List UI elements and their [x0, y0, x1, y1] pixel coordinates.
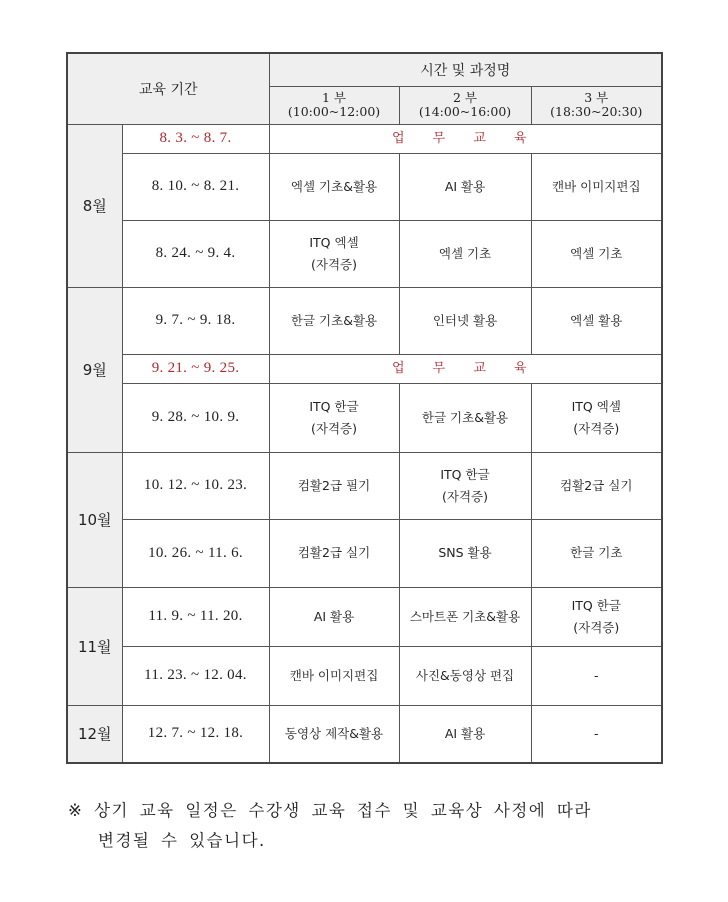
session-name: 1 부 [322, 90, 347, 105]
course-cell: ITQ 한글 (자격증) [531, 587, 662, 646]
period-cell: 11. 9. ~ 11. 20. [122, 587, 269, 646]
course-cell: 한글 기초&활용 [269, 287, 399, 354]
table-row [67, 587, 662, 646]
course-cell: SNS 활용 [399, 519, 531, 587]
period-cell: 9. 21. ~ 9. 25. [122, 354, 269, 383]
month-cell-oct: 10월 [67, 452, 122, 587]
course-cell: 엑셀 기초&활용 [269, 153, 399, 220]
period-cell: 9. 28. ~ 10. 9. [122, 383, 269, 452]
table-row [67, 383, 662, 452]
course-cell: ITQ 한글 (자격증) [269, 383, 399, 452]
course-cell: AI 활용 [269, 587, 399, 646]
course-cell: 사진&동영상 편집 [399, 646, 531, 705]
table-row [67, 705, 662, 763]
course-cell: ITQ 한글 (자격증) [399, 452, 531, 519]
course-cell: 한글 기초 [531, 519, 662, 587]
session-time: (14:00~16:00) [418, 104, 512, 119]
special-training-cell: 업 무 교 육 [269, 354, 662, 383]
month-cell-dec: 12월 [67, 705, 122, 763]
time-course-header: 시간 및 과정명 [269, 53, 662, 86]
notice-line-2: 변경될 수 있습니다. [98, 831, 266, 850]
session-1-header [269, 86, 399, 124]
course-cell: 캔바 이미지편집 [531, 153, 662, 220]
schedule-change-notice [68, 796, 668, 856]
course-cell: 인터넷 활용 [399, 287, 531, 354]
course-cell: 동영상 제작&활용 [269, 705, 399, 763]
session-time: (10:00~12:00) [287, 104, 381, 119]
session-2-header [399, 86, 531, 124]
period-cell: 10. 26. ~ 11. 6. [122, 519, 269, 587]
course-cell: 엑셀 기초 [531, 220, 662, 287]
table-row [67, 519, 662, 587]
special-training-cell: 업 무 교 육 [269, 124, 662, 153]
course-cell: AI 활용 [399, 153, 531, 220]
table-row [67, 124, 662, 153]
period-cell: 8. 3. ~ 8. 7. [122, 124, 269, 153]
course-cell: - [531, 646, 662, 705]
session-name: 2 부 [453, 90, 478, 105]
course-cell: AI 활용 [399, 705, 531, 763]
period-header: 교육 기간 [67, 53, 269, 124]
month-cell-sep: 9월 [67, 287, 122, 452]
table-row [67, 452, 662, 519]
course-cell: 스마트폰 기초&활용 [399, 587, 531, 646]
month-cell-aug: 8월 [67, 124, 122, 287]
course-cell: 컴활2급 실기 [269, 519, 399, 587]
course-cell: 컴활2급 실기 [531, 452, 662, 519]
session-3-header [531, 86, 662, 124]
table-row [67, 646, 662, 705]
period-cell: 9. 7. ~ 9. 18. [122, 287, 269, 354]
course-cell: 엑셀 활용 [531, 287, 662, 354]
session-name: 3 부 [584, 90, 609, 105]
period-cell: 11. 23. ~ 12. 04. [122, 646, 269, 705]
period-cell: 8. 24. ~ 9. 4. [122, 220, 269, 287]
course-cell: - [531, 705, 662, 763]
table-row [67, 220, 662, 287]
course-cell: 한글 기초&활용 [399, 383, 531, 452]
table-row [67, 354, 662, 383]
education-schedule-table [66, 52, 663, 764]
period-cell: 10. 12. ~ 10. 23. [122, 452, 269, 519]
period-cell: 12. 7. ~ 12. 18. [122, 705, 269, 763]
table-row [67, 153, 662, 220]
table-row [67, 287, 662, 354]
month-cell-nov: 11월 [67, 587, 122, 705]
session-time: (18:30~20:30) [550, 104, 643, 119]
course-cell: 엑셀 기초 [399, 220, 531, 287]
course-cell: 컴활2급 필기 [269, 452, 399, 519]
course-cell: 캔바 이미지편집 [269, 646, 399, 705]
notice-line-1: ※ 상기 교육 일정은 수강생 교육 접수 및 교육상 사정에 따라 [68, 801, 592, 820]
course-cell: ITQ 엑셀 (자격증) [269, 220, 399, 287]
course-cell: ITQ 엑셀 (자격증) [531, 383, 662, 452]
period-cell: 8. 10. ~ 8. 21. [122, 153, 269, 220]
